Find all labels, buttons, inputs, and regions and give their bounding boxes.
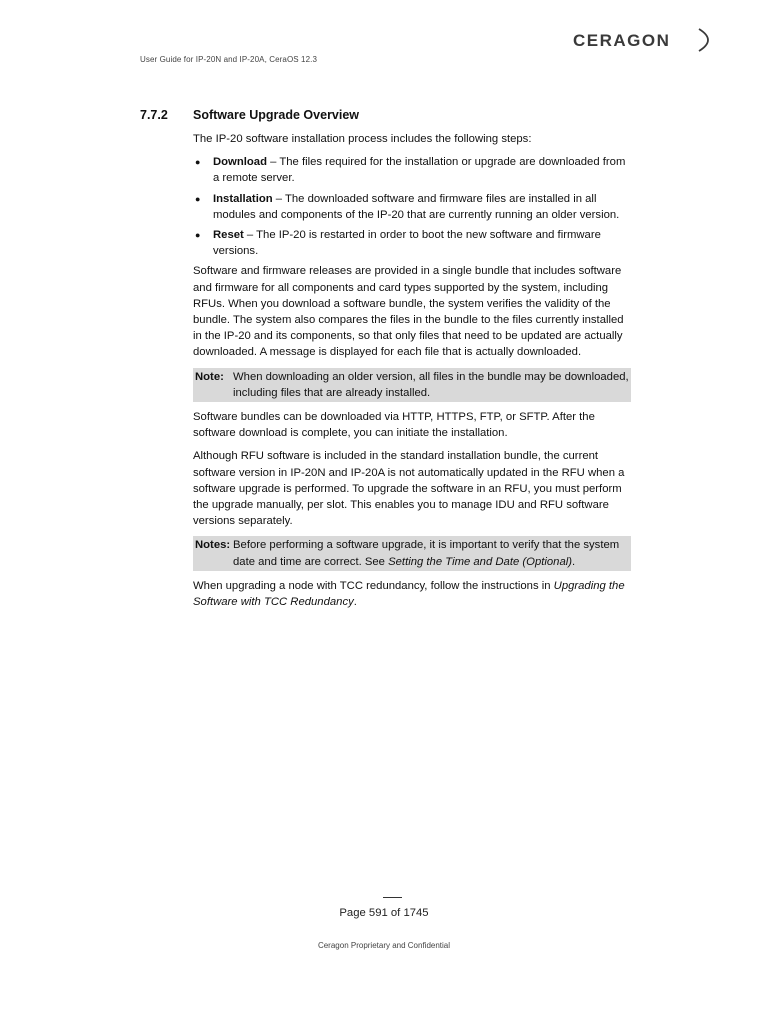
document-body [193, 131, 631, 617]
step-term: Installation [213, 192, 273, 205]
notes-box [193, 536, 631, 570]
bullet-icon: ● [195, 193, 201, 204]
section-title: Software Upgrade Overview [193, 108, 360, 122]
notes-text-after: . [572, 555, 576, 568]
tcc-text-after: . [353, 596, 357, 609]
bullet-icon: ● [195, 230, 201, 241]
step-term: Reset [213, 229, 244, 242]
footer-confidential: Ceragon Proprietary and Confidential [317, 941, 451, 950]
section-heading [140, 108, 640, 122]
step-separator: – [272, 192, 285, 205]
page-number: Page 591 of 1745 [339, 907, 429, 919]
step-term: Download [213, 156, 267, 169]
tcc-paragraph [193, 578, 631, 610]
step-separator: – [243, 229, 257, 242]
page-number-rule [383, 897, 402, 898]
step-separator: – [266, 156, 280, 169]
bullet-icon: ● [195, 157, 201, 168]
protocols-paragraph: Software bundles can be downloaded via HTTP, HTTPS, FTP, or SFTP. After the software download is complete, you can initiate the installation. [193, 411, 595, 440]
tcc-redundancy-link[interactable]: Upgrading the Software with TCC Redundancy [193, 579, 625, 609]
step-text: The downloaded software and firmware files are installed in all modules and components of the IP-20 that are currently running an older version. [213, 192, 620, 221]
note-text: When downloading an older version, all files in the bundle may be downloaded, including files that are already installed. [233, 370, 629, 399]
step-text: The files required for the installation or upgrade are downloaded from a remote server. [213, 156, 626, 185]
steps-list [193, 154, 631, 259]
section-number: 7.7.2 [140, 108, 168, 122]
logo-text: CERAGON [573, 31, 671, 50]
notes-label: Notes: [195, 539, 231, 552]
note-label: Note: [195, 370, 224, 383]
list-item [193, 191, 631, 223]
list-item [193, 154, 631, 186]
running-header: User Guide for IP-20N and IP-20A, CeraOS 12.3 [140, 55, 318, 64]
logo-arc-icon [699, 29, 708, 51]
step-text: The IP-20 is restarted in order to boot the new software and firmware versions. [213, 229, 601, 258]
notes-text [233, 537, 629, 569]
list-item [193, 227, 631, 259]
ceragon-logo [571, 25, 716, 55]
intro-paragraph: The IP-20 software installation process includes the following steps: [193, 133, 532, 145]
tcc-text-before: When upgrading a node with TCC redundancy, follow the instructions in [193, 579, 554, 592]
note-box [193, 368, 631, 402]
bundle-paragraph: Software and firmware releases are provided in a single bundle that includes software and firmware for all components and card types supported by the system, including RFUs. When you download a software bundle, the system verifies the validity of the bundle. The system also compares the files in the bundle to the files currently installed in the IP-20 and its components, so that only files that need to be updated are actually downloaded. A message is displayed for each file that is actually downloaded. [193, 265, 624, 359]
rfu-paragraph: Although RFU software is included in the standard installation bundle, the current software version in IP-20N and IP-20A is not automatically updated in the RFU when a software upgrade is performed. To upgrade the software in an RFU, you must perform the upgrade manually, per slot. This enables you to manage IDU and RFU software versions separately. [193, 450, 625, 528]
notes-text-before: Before performing a software upgrade, it is important to verify that the system date and time are correct. See [233, 539, 620, 568]
time-date-link[interactable]: Setting the Time and Date (Optional) [388, 555, 572, 568]
